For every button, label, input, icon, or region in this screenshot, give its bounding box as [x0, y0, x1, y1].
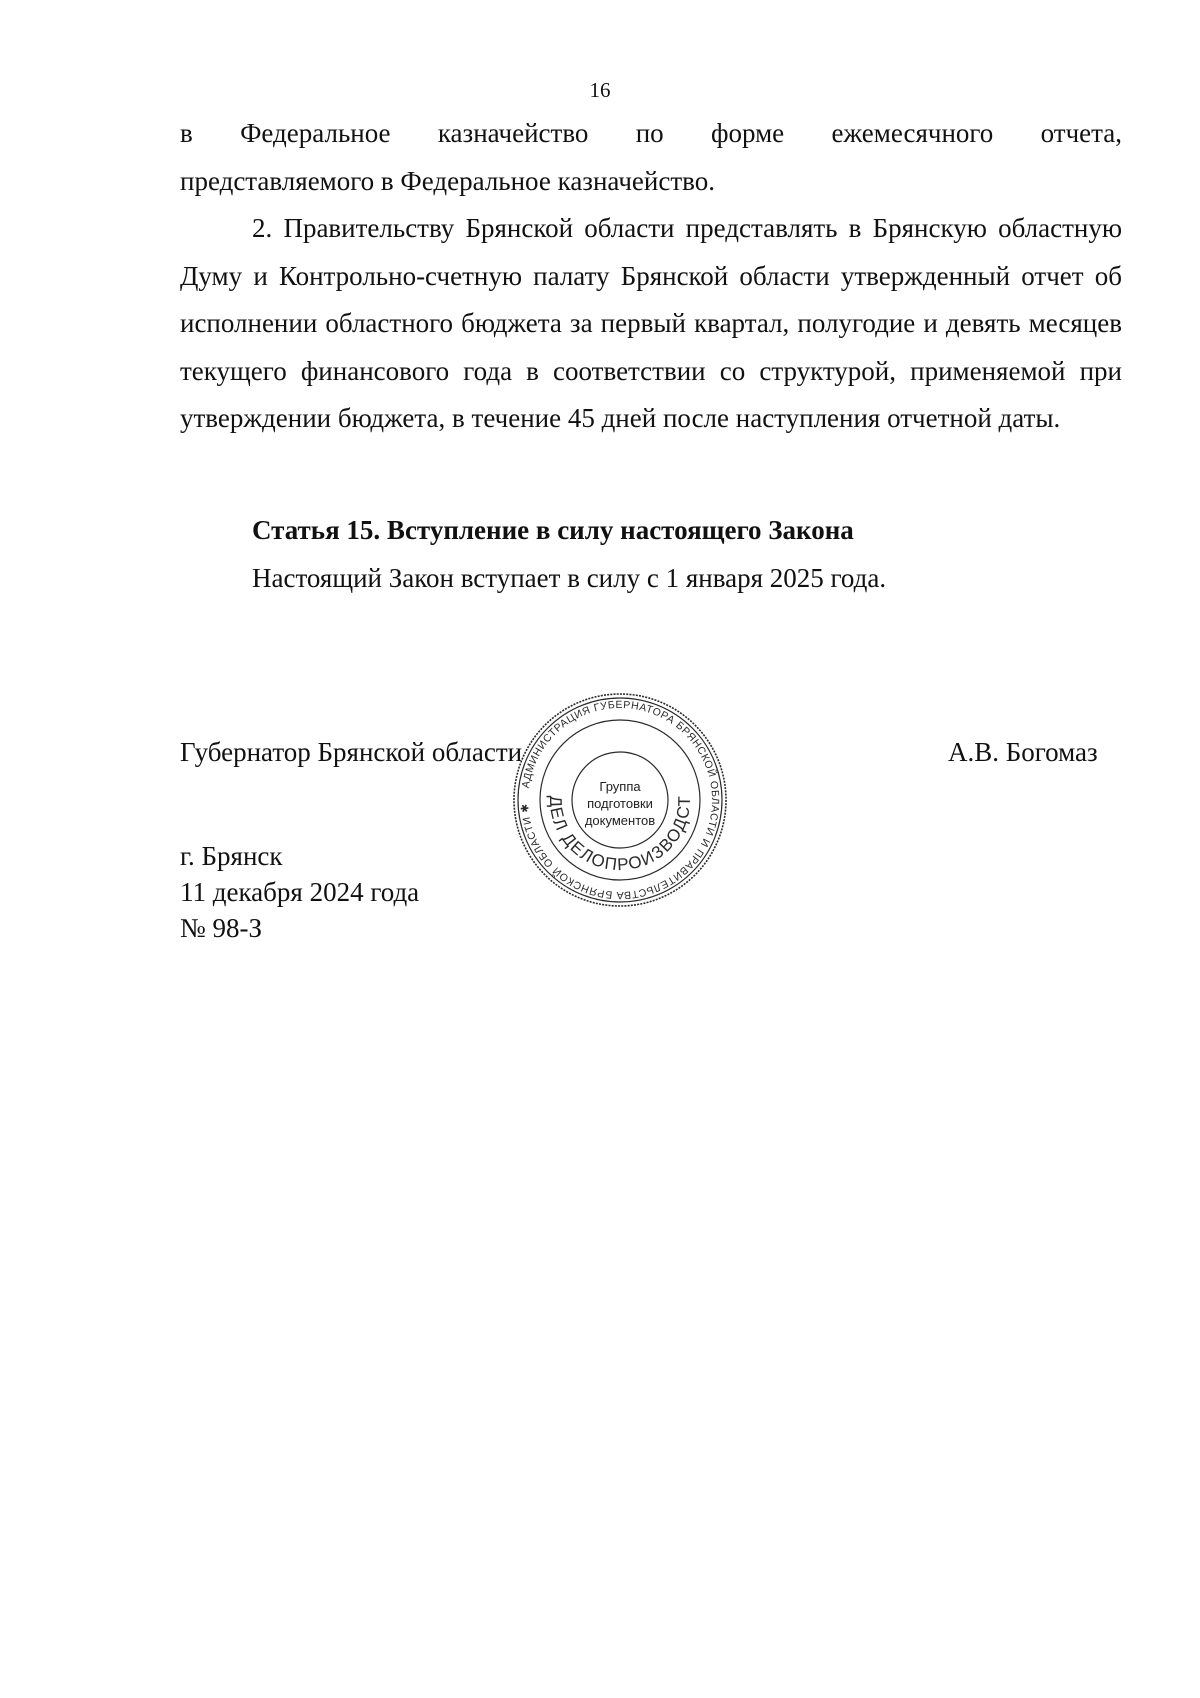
- stamp-center-line-3: документов: [584, 813, 656, 828]
- footer-number: № 98-З: [180, 913, 263, 943]
- footer-city: г. Брянск: [180, 841, 283, 871]
- signature-position: Губернатор Брянской области: [180, 737, 523, 767]
- footer-date: 11 декабря 2024 года: [180, 877, 420, 907]
- body-text: [180, 110, 1122, 443]
- paragraph-2: 2. Правительству Брянской области представлять в Брянскую областную Думу и Контрольно-счетную палату Брянской области утвержденный отчет об исполнении областного бюджета за первый квартал, полугодие и девять месяцев текущего финансового года в соответствии со структурой, применяемой при утверждении бюджета, в течение 45 дней после наступления отчетной даты.: [180, 213, 1122, 433]
- stamp-center-line-1: Группа: [599, 779, 641, 794]
- stamp-center-text: [510, 778, 730, 829]
- stamp-outer-ring-text: АДМИНИСТРАЦИЯ ГУБЕРНАТОРА БРЯНСКОЙ ОБЛАСТИ И ПРАВИТЕЛЬСТВА БРЯНСКОЙ ОБЛАСТИ ✱: [518, 698, 722, 902]
- article-text: Настоящий Закон вступает в силу с 1 января 2025 года.: [252, 563, 887, 593]
- stamp-center-line-2: подготовки: [587, 796, 653, 811]
- signature-name: А.В. Богомаз: [948, 737, 1098, 767]
- document-footer: [180, 838, 419, 946]
- article-title: Статья 15. Вступление в силу настоящего Закона: [252, 515, 854, 545]
- stamp-inner-ring-text: ДЕЛ ДЕЛОПРОИЗВОДСТ: [545, 794, 695, 875]
- paragraph-1-line-1: в Федеральное казначейство по форме ежемесячного отчета,: [180, 118, 1122, 148]
- official-stamp: [510, 690, 730, 910]
- paragraph-1-line-2: представляемого в Федеральное казначейство.: [180, 165, 715, 196]
- page-number: 16: [589, 78, 611, 102]
